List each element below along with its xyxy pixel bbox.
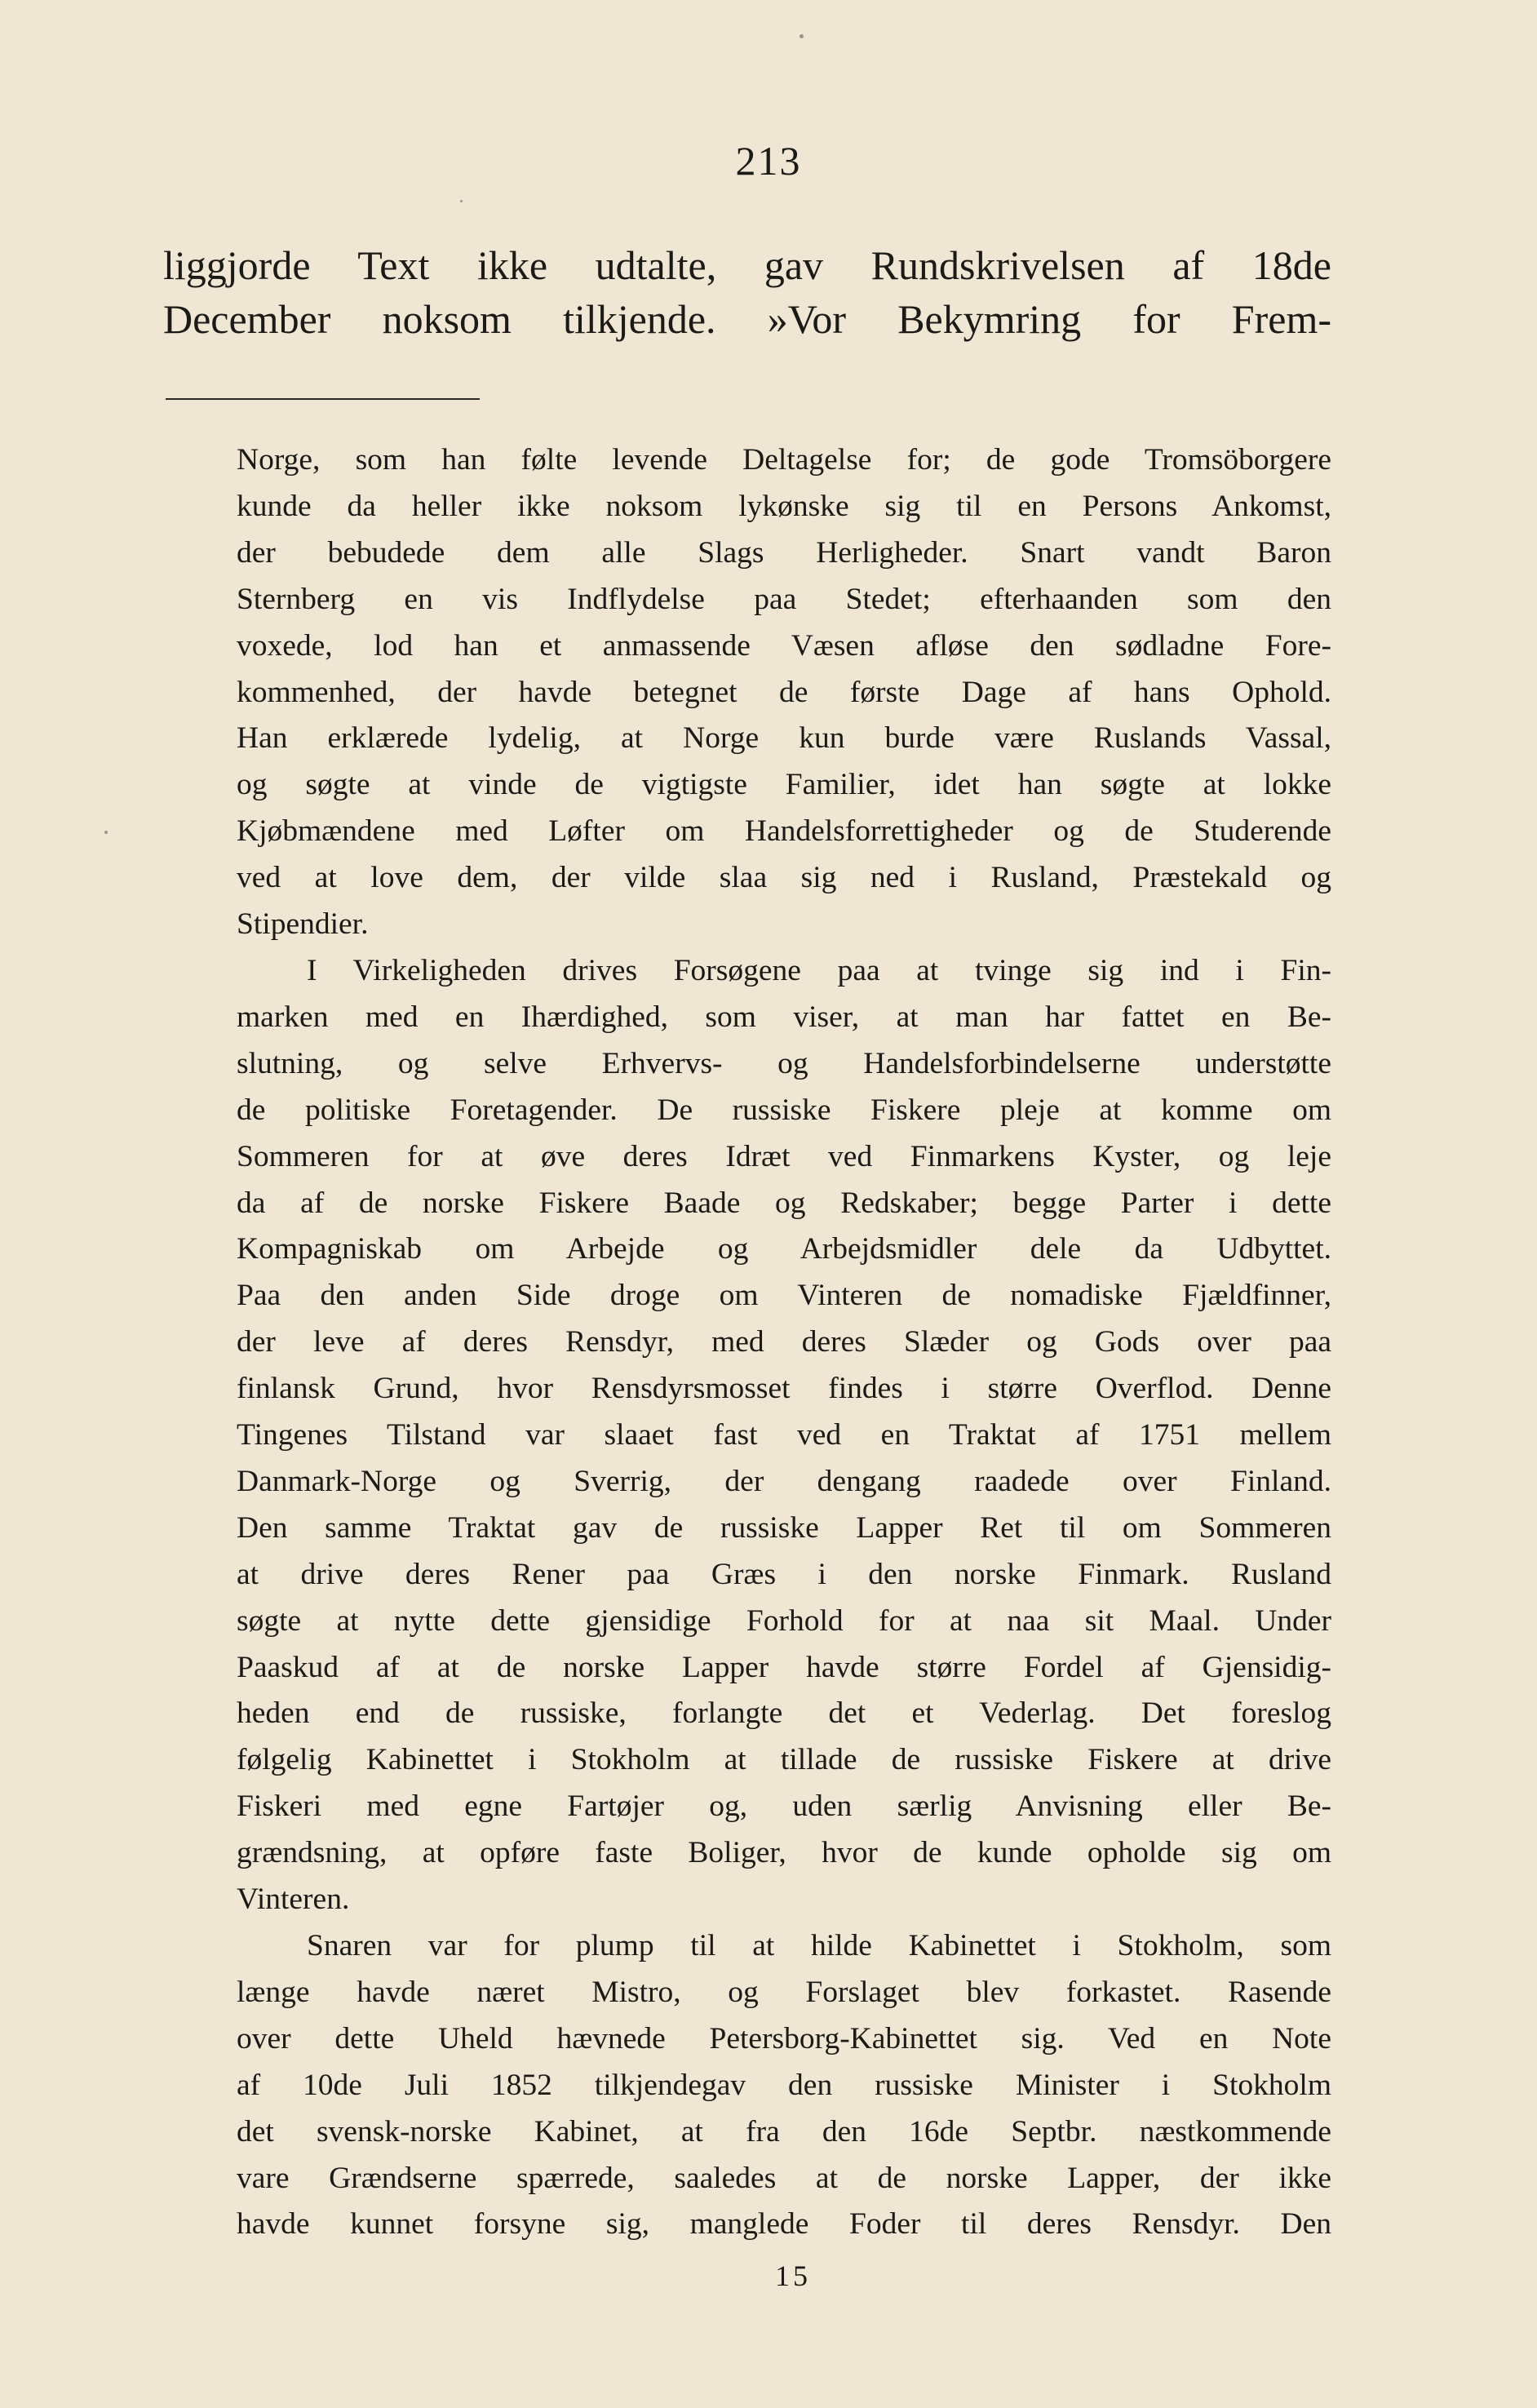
footnote-line: heden end de russiske, forlangte det et Vederlag. Det foreslog [237, 1696, 1331, 1731]
footnote-line: følgelig Kabinettet i Stokholm at tillade de russiske Fiskere at drive [237, 1743, 1331, 1777]
footnote-line: voxede, lod han et anmassende Væsen afløse den sødladne Fore- [237, 628, 1331, 663]
footnote-line: Norge, som han følte levende Deltagelse for; de gode Tromsöborgere [237, 443, 1331, 477]
footnote-line: Kompagniskab om Arbejde og Arbejdsmidler dele da Udbyttet. [237, 1232, 1331, 1266]
footnote-line: at drive deres Rener paa Græs i den norske Finmark. Rusland [237, 1557, 1331, 1591]
footnote-line: kunde da heller ikke noksom lykønske sig til en Persons Ankomst, [237, 489, 1331, 523]
body-text [163, 238, 1331, 346]
footnote-line: der leve af deres Rensdyr, med deres Slæder og Gods over paa [237, 1325, 1331, 1359]
footnote-line: Tingenes Tilstand var slaaet fast ved en Traktat af 1751 mellem [237, 1418, 1331, 1452]
paper-speck [460, 200, 463, 202]
footnote-line: og søgte at vinde de vigtigste Familier, idet han søgte at lokke [237, 768, 1331, 802]
body-line: liggjorde Text ikke udtalte, gav Rundskrivelsen af 18de [163, 242, 1331, 288]
footnote-line: Sommeren for at øve deres Idræt ved Finmarkens Kyster, og leje [237, 1139, 1331, 1173]
footnote-line: havde kunnet forsyne sig, manglede Foder til deres Rensdyr. Den [237, 2207, 1331, 2242]
footnote-line: Vinteren. [237, 1882, 350, 1917]
footnote-line: kommenhed, der havde betegnet de første Dage af hans Ophold. [237, 675, 1331, 709]
footnote-line: Sternberg en vis Indflydelse paa Stedet; efterhaanden som den [237, 582, 1331, 616]
footnote-line: over dette Uheld hævnede Petersborg-Kabinettet sig. Ved en Note [237, 2021, 1331, 2055]
footnote-line: ved at love dem, der vilde slaa sig ned i Rusland, Præstekald og [237, 861, 1331, 895]
footnote-line: af 10de Juli 1852 tilkjendegav den russiske Minister i Stokholm [237, 2068, 1331, 2102]
footnote-separator-rule [166, 398, 480, 400]
footnote-line: Fiskeri med egne Fartøjer og, uden særlig Anvisning eller Be- [237, 1789, 1331, 1824]
footnote-line: marken med en Ihærdighed, som viser, at man har fattet en Be- [237, 1000, 1331, 1034]
footnote-line: I Virkeligheden drives Forsøgene paa at tvinge sig ind i Fin- [307, 953, 1331, 987]
signature-mark: 15 [775, 2259, 811, 2292]
footnote-text [237, 437, 1331, 2248]
footnote-line: Paaskud af at de norske Lapper havde større Fordel af Gjensidig- [237, 1650, 1331, 1684]
footnote-line: Danmark-Norge og Sverrig, der dengang raadede over Finland. [237, 1464, 1331, 1498]
footnote-line: da af de norske Fiskere Baade og Redskaber; begge Parter i dette [237, 1186, 1331, 1220]
paper-speck [104, 831, 108, 834]
footnote-line: slutning, og selve Erhvervs- og Handelsforbindelserne understøtte [237, 1046, 1331, 1080]
footnote-line: finlansk Grund, hvor Rensdyrsmosset findes i større Overflod. Denne [237, 1372, 1331, 1406]
footnote-line: Han erklærede lydelig, at Norge kun burde være Ruslands Vassal, [237, 721, 1331, 756]
footnote-line: Stipendier. [237, 907, 369, 942]
footnote-line: grændsning, at opføre faste Boliger, hvor de kunde opholde sig om [237, 1836, 1331, 1870]
footnote-line: vare Grændserne spærrede, saaledes at de norske Lapper, der ikke [237, 2161, 1331, 2195]
page-number: 213 [735, 138, 802, 184]
footnote-line: søgte at nytte dette gjensidige Forhold for at naa sit Maal. Under [237, 1603, 1331, 1638]
footnote-line: Kjøbmændene med Løfter om Handelsforrettigheder og de Studerende [237, 814, 1331, 849]
footnote-line: Den samme Traktat gav de russiske Lapper Ret til om Sommeren [237, 1510, 1331, 1545]
paper-speck [800, 34, 804, 38]
footnote-line: længe havde næret Mistro, og Forslaget blev forkastet. Rasende [237, 1975, 1331, 2009]
footnote-line: der bebudede dem alle Slags Herligheder. Snart vandt Baron [237, 535, 1331, 570]
footnote-line: Snaren var for plump til at hilde Kabinettet i Stokholm, som [307, 1929, 1331, 1962]
footnote-line: Paa den anden Side droge om Vinteren de nomadiske Fjældfinner, [237, 1279, 1331, 1313]
footnote-line: det svensk-norske Kabinet, at fra den 16de Septbr. næstkommende [237, 2114, 1331, 2149]
body-line: December noksom tilkjende. »Vor Bekymring for Frem- [163, 296, 1331, 342]
footnote-line: de politiske Foretagender. De russiske Fiskere pleje at komme om [237, 1093, 1331, 1127]
